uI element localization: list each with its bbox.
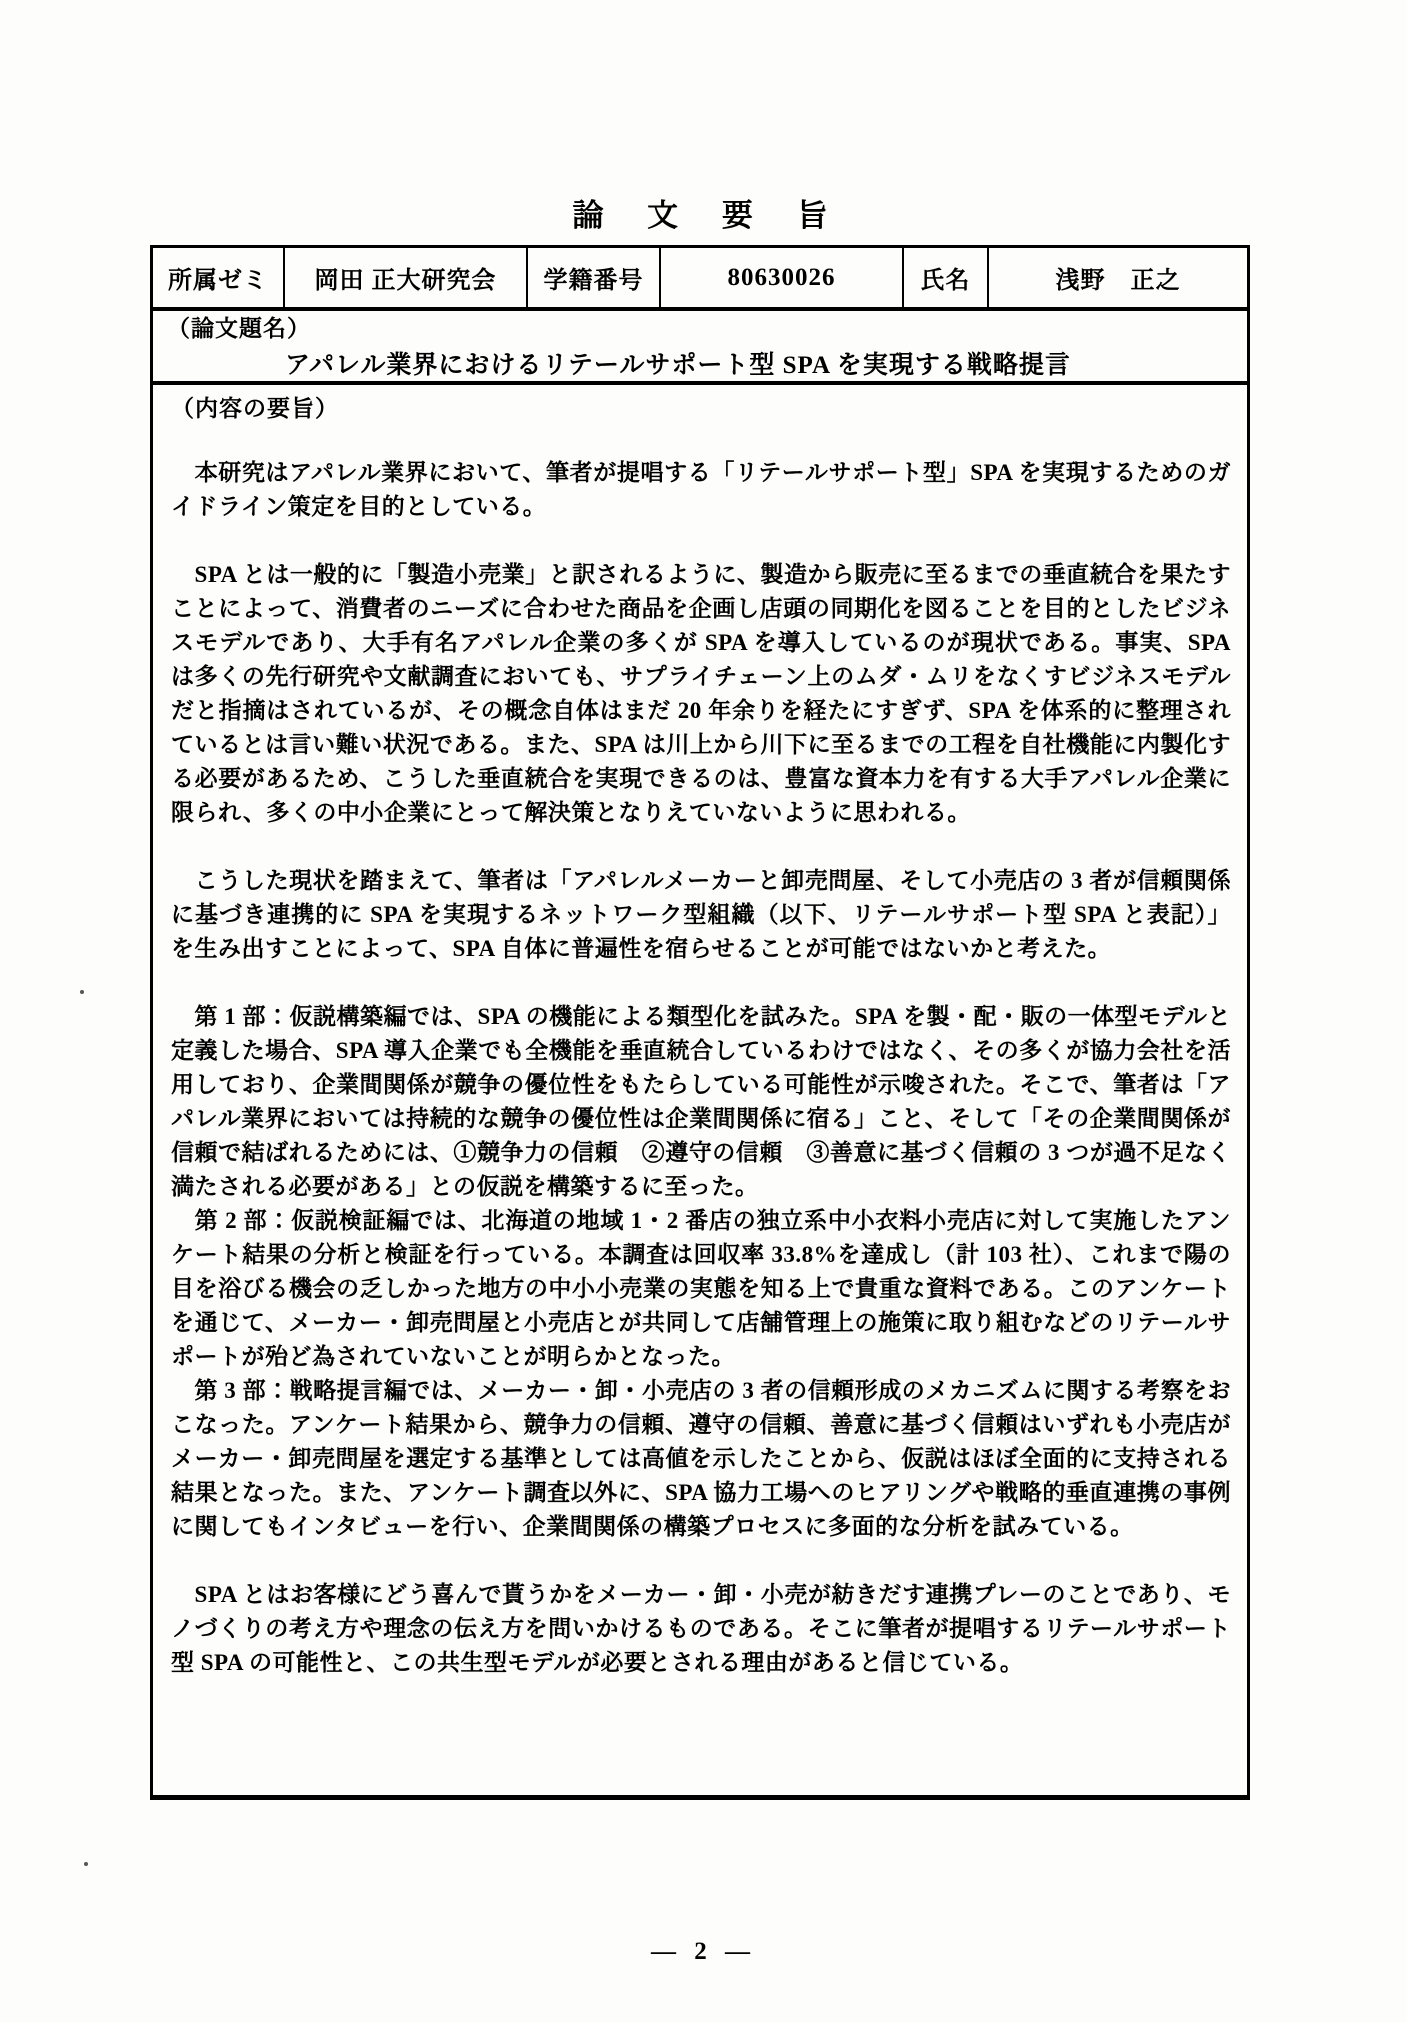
scan-artifact-dot <box>84 1862 88 1866</box>
abstract-paragraph: SPA とはお客様にどう喜んで貰うかをメーカー・卸・小売が紡きだす連携プレーのことであり、モノづくりの考え方や理念の伝え方を問いかけるものである。そこに筆者が提唱するリテールサポート型 SPA の可能性と、この共生型モデルが必要とされる理由があると信じている。 <box>171 1582 1231 1675</box>
abstract-paragraph: 本研究はアパレル業界において、筆者が提唱する「リテールサポート型」SPA を実現するためのガイドライン策定を目的としている。 <box>171 460 1231 519</box>
student-id-value: 80630026 <box>661 248 904 307</box>
abstract-paragraph: SPA とは一般的に「製造小売業」と訳されるように、製造から販売に至るまでの垂直統合を果たすことによって、消費者のニーズに合わせた商品を企画し店頭の同期化を図ることを目的としたビジネスモデルであり、大手有名アパレル企業の多くが SPA を導入しているのが現状である。事実、SPA は多くの先行研究や文献調査においても、サプライチェーン上のムダ・ムリをなくすビジネスモデルだと指摘はされているが、その概念自体はまだ 20 年余りを経たにすぎず、SPA を体系的に整理されているとは言い難い状況である。また、SPA は川上から川下に至るまでの工程を自社機能に内製化する必要があるため、こうした垂直統合を実現できるのは、豊富な資本力を有する大手アパレル企業に限られ、多くの中小企業にとって解決策となりえていないように思われる。 <box>171 562 1231 825</box>
page-number: — 2 — <box>651 1938 756 1965</box>
name-value: 浅野 正之 <box>1055 268 1181 294</box>
abstract-paragraph: 第 1 部：仮説構築編では、SPA の機能による類型化を試みた。SPA を製・配・販の一体型モデルと定義した場合、SPA 導入企業でも全機能を垂直統合しているわけではなく、その多くが協力会社を活用しており、企業間関係が競争の優位性をもたらしている可能性が示唆された。そこで、筆者は「アパレル業界においては持続的な競争の優位性は企業間関係に宿る」こと、そして「その企業間関係が信頼で結ばれるためには、①競争力の信頼 ②遵守の信頼 ③善意に基づく信頼の 3 つが過不足なく満たされる必要がある」との仮説を構築するに至った。 <box>171 1004 1231 1199</box>
abstract-paragraph: 第 2 部：仮説検証編では、北海道の地域 1・2 番店の独立系中小衣料小売店に対して実施したアンケート結果の分析と検証を行っている。本調査は回収率 33.8%を達成し（計 103 社）、これまで陽の目を浴びる機会の乏しかった地方の中小小売業の実態を知る上で貴重な資料である。このアンケートを通じて、メーカー・卸売問屋と小売店とが共同して店舗管理上の施策に取り組むなどのリテールサポートが殆ど為されていないことが明らかとなった。 <box>171 1208 1231 1369</box>
abstract-body-row <box>153 385 1247 1795</box>
abstract-section-label: （内容の要旨） <box>171 396 339 421</box>
header-row <box>153 248 1247 311</box>
name-label: 氏名 <box>904 248 989 307</box>
thesis-title: アパレル業界におけるリテールサポート型 SPA を実現する戦略提言 <box>285 352 1071 379</box>
abstract-paragraph: こうした現状を踏まえて、筆者は「アパレルメーカーと卸売問屋、そして小売店の 3 者が信頼関係に基づき連携的に SPA を実現するネットワーク型組織（以下、リテールサポート型 SPA と表記）」を生み出すことによって、SPA 自体に普遍性を宿らせることが可能ではないかと考えた。 <box>171 868 1231 961</box>
student-id-label: 学籍番号 <box>528 248 661 307</box>
page-title: 論 文 要 旨 <box>572 198 846 233</box>
abstract-paragraph: 第 3 部：戦略提言編では、メーカー・卸・小売店の 3 者の信頼形成のメカニズムに関する考察をおこなった。アンケート結果から、競争力の信頼、遵守の信頼、善意に基づく信頼はいずれも小売店がメーカー・卸売問屋を選定する基準としては高値を示したことから、仮説はほぼ全面的に支持される結果となった。また、アンケート調査以外に、SPA 協力工場へのヒアリングや戦略的垂直連携の事例に関してもインタビューを行い、企業間関係の構築プロセスに多面的な分析を試みている。 <box>171 1378 1231 1539</box>
abstract-table <box>150 245 1250 1800</box>
seminar-value: 岡田 正大研究会 <box>285 248 528 307</box>
thesis-title-row <box>153 311 1247 385</box>
seminar-label: 所属ゼミ <box>153 248 285 307</box>
thesis-title-section-label: （論文題名） <box>167 316 311 341</box>
scan-artifact-dot <box>80 990 84 994</box>
